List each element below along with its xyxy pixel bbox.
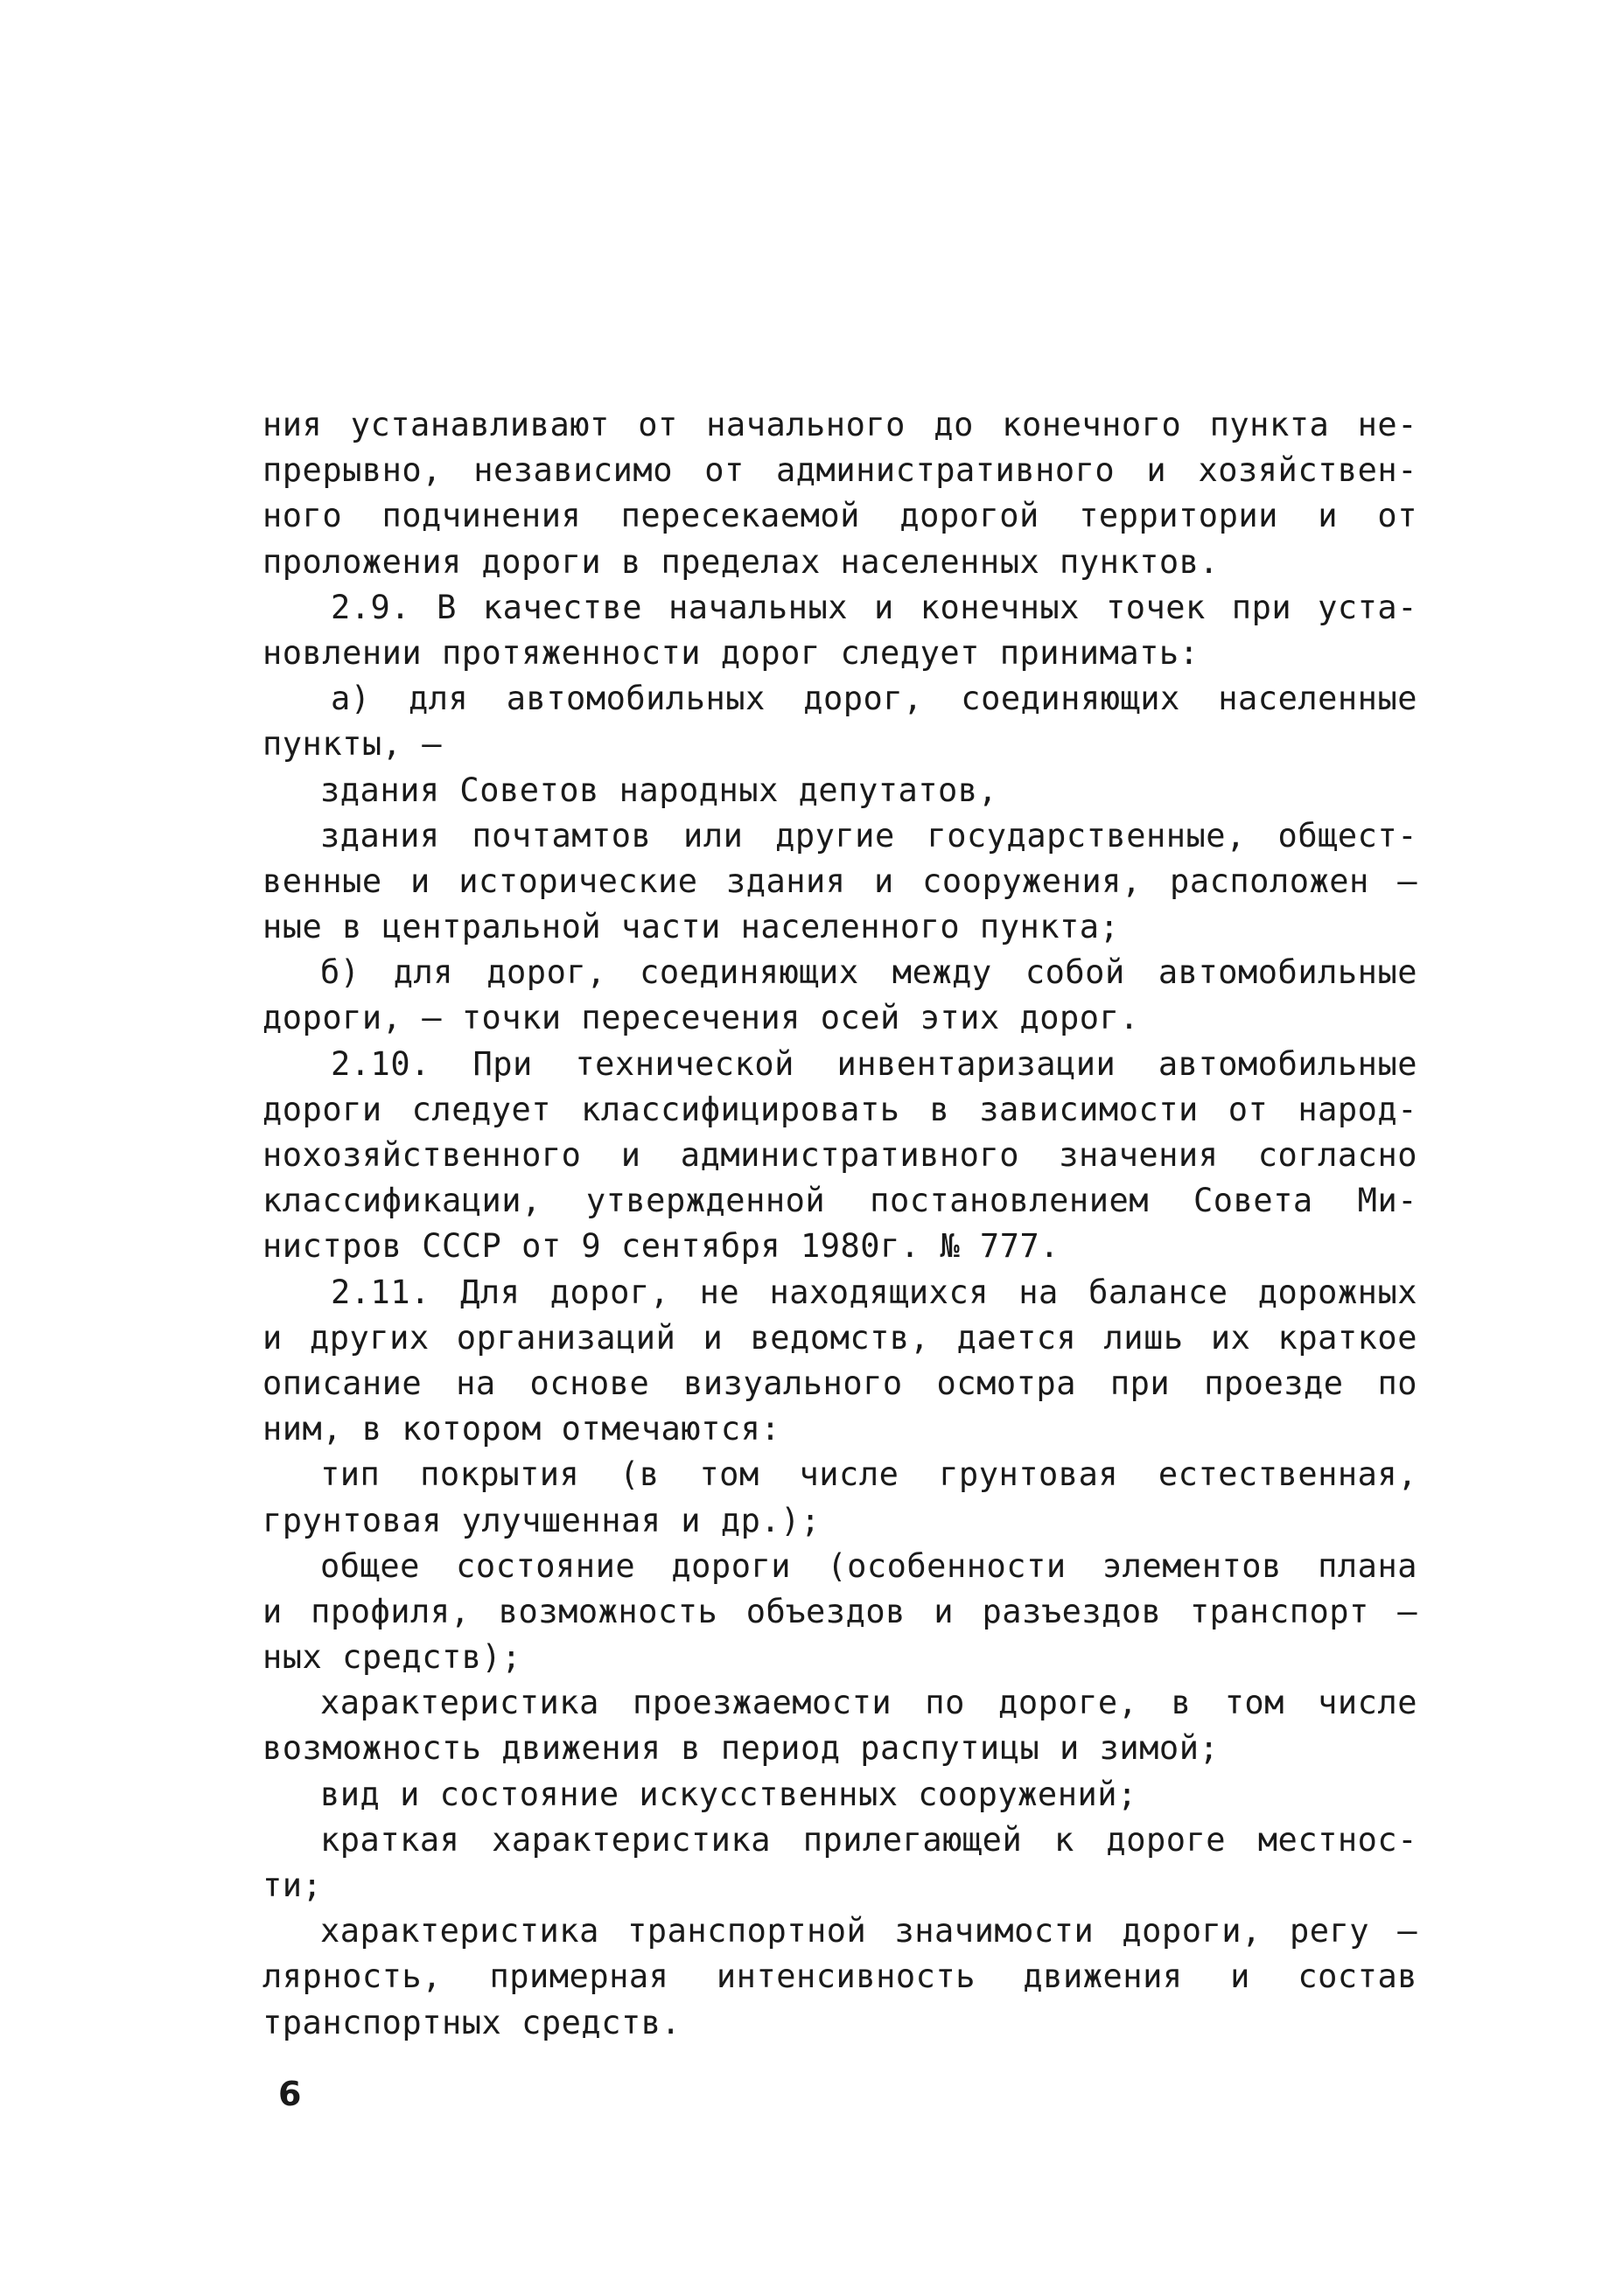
page-number: 6: [278, 2075, 302, 2113]
text-line: пункты, –: [262, 725, 442, 764]
text-line: нистров СССР от 9 сентября 1980г. № 777.: [262, 1227, 1060, 1266]
text-line: возможность движения в период распутицы и зимой;: [262, 1729, 1220, 1768]
text-line: нохозяйственного и административного значения согласно: [262, 1136, 1417, 1174]
list-item-b: б) для дорог, соединяющих между собой автомобильные: [320, 953, 1417, 992]
text-line: лярность, примерная интенсивность движения и состав: [262, 1958, 1417, 1996]
text-line: описание на основе визуального осмотра при проезде по: [262, 1364, 1417, 1402]
text-line: венные и исторические здания и сооружения, расположен –: [262, 862, 1417, 900]
text-line: грунтовая улучшенная и др.);: [262, 1501, 821, 1539]
text-line: классификации, утвержденной постановлением Совета Ми-: [262, 1182, 1417, 1220]
list-item-line: общее состояние дороги (особенности элементов плана: [320, 1546, 1417, 1585]
text-line: ных средств);: [262, 1638, 522, 1677]
text-line: и профиля, возможность объездов и разъездов транспорт –: [262, 1592, 1417, 1630]
list-item-line: краткая характеристика прилегающей к дороге местнос-: [320, 1820, 1417, 1859]
list-item-line: тип покрытия (в том числе грунтовая естественная,: [320, 1455, 1417, 1494]
document-body: [262, 402, 1417, 2046]
text-line: ного подчинения пересекаемой дорогой территории и от: [262, 497, 1417, 535]
paragraph-2-11-start: 2.11. Для дорог, не находящихся на балансе дорожных: [331, 1273, 1417, 1311]
list-item-line: вид и состояние искусственных сооружений;: [320, 1775, 1137, 1813]
paragraph-2-9-start: 2.9. В качестве начальных и конечных точек при уста-: [331, 588, 1417, 626]
text-line: дороги следует классифицировать в зависимости от народ-: [262, 1090, 1417, 1128]
text-line: ния устанавливают от начального до конечного пункта не-: [262, 406, 1417, 443]
paragraph-2-10-start: 2.10. При технической инвентаризации автомобильные: [331, 1044, 1417, 1083]
text-line: ти;: [262, 1867, 323, 1904]
text-line: прерывно, независимо от административного и хозяйствен-: [262, 451, 1417, 490]
list-item-line: характеристика транспортной значимости дороги, регу –: [320, 1912, 1417, 1951]
text-line: и других организаций и ведомств, дается лишь их краткое: [262, 1318, 1417, 1357]
list-item-line: характеристика проезжаемости по дороге, в том числе: [320, 1684, 1417, 1722]
list-item-line: здания Советов народных депутатов,: [320, 771, 998, 809]
text-line: ные в центральной части населенного пункта;: [262, 908, 1120, 946]
list-item-a: а) для автомобильных дорог, соединяющих населенные: [331, 680, 1417, 718]
list-item-line: здания почтамтов или другие государственные, общест-: [320, 816, 1417, 855]
text-line: новлении протяженности дорог следует принимать:: [262, 633, 1200, 672]
text-line: транспортных средств.: [262, 2003, 682, 2041]
text-line: дороги, – точки пересечения осей этих дорог.: [262, 999, 1140, 1037]
text-line: проложения дороги в пределах населенных пунктов.: [262, 542, 1220, 581]
text-line: ним, в котором отмечаются:: [262, 1410, 781, 1448]
